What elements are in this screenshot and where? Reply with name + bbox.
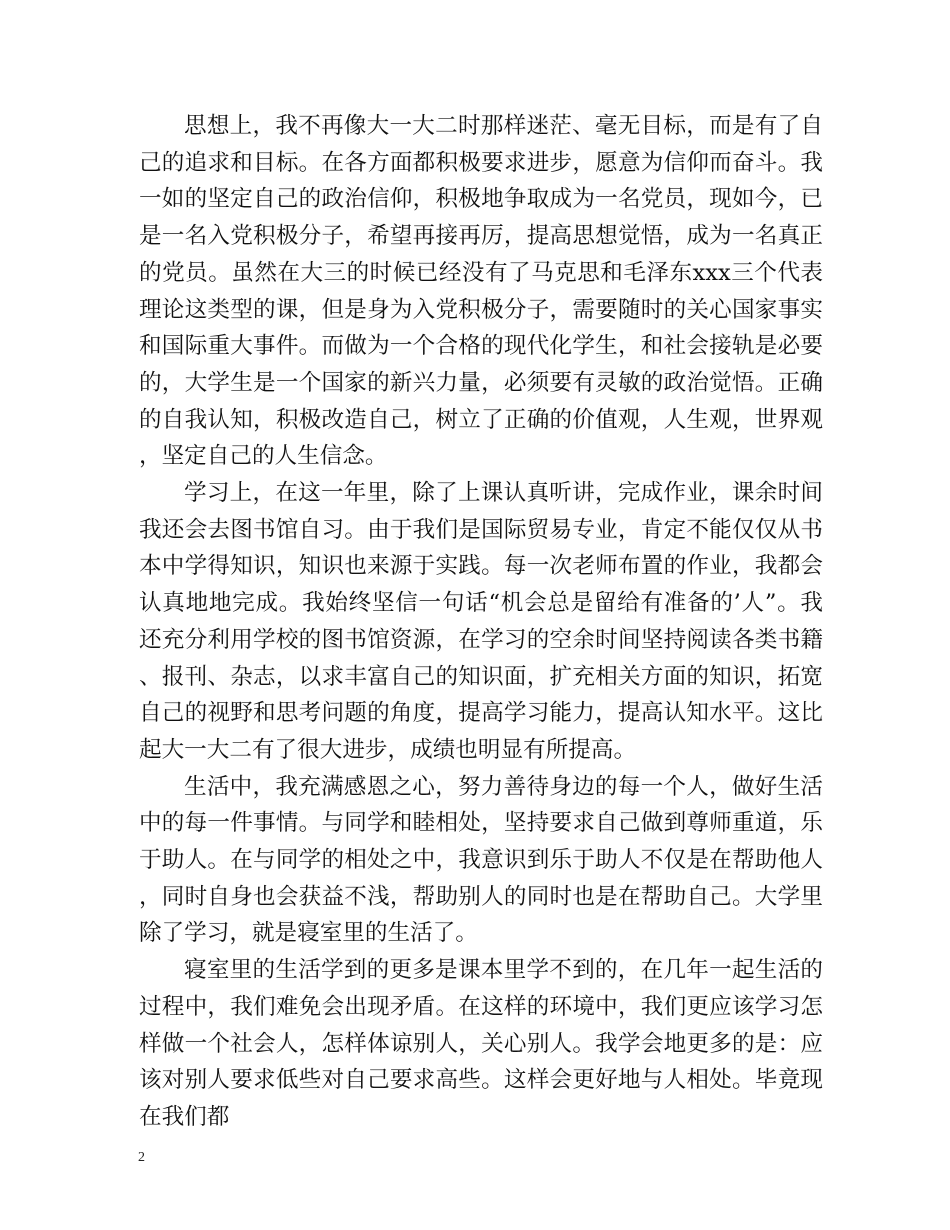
paragraph-dorm: 寝室里的生活学到的更多是课本里学不到的，在几年一起生活的过程中，我们难免会出现矛盾。在这样的环境中，我们更应该学习怎样做一个社会人，怎样体谅别人，关心别人。我学会地更多的是：应该对别人要求低些对自己要求高些。这样会更好地与人相处。毕竟现在我们都 bbox=[139, 957, 823, 1130]
page-number: 2 bbox=[138, 1150, 145, 1165]
paragraph-study: 学习上，在这一年里，除了上课认真听讲，完成作业，课余时间我还会去图书馆自习。由于我们是国际贸易专业，肯定不能仅仅从书本中学得知识，知识也来源于实践。每一次老师布置的作业，我都会认真地地完成。我始终坚信一句话“机会总是留给有准备的’人”。我还充分利用学校的图书馆资源，在学习的空余时间坚持阅读各类书籍、报刊、杂志，以求丰富自己的知识面，扩充相关方面的知识，拓宽自己的视野和思考问题的角度，提高学习能力，提高认知水平。这比起大一大二有了很大进步，成绩也明显有所提高。 bbox=[139, 480, 823, 763]
body-text bbox=[139, 108, 823, 1136]
paragraph-thought: 思想上，我不再像大一大二时那样迷茫、毫无目标，而是有了自己的追求和目标。在各方面都积极要求进步，愿意为信仰而奋斗。我一如的坚定自己的政治信仰，积极地争取成为一名党员，现如今，已是一名入党积极分子，希望再接再厉，提高思想觉悟，成为一名真正的党员。虽然在大三的时候已经没有了马克思和毛泽东xxx三个代表理论这类型的课，但是身为入党积极分子，需要随时的关心国家事实和国际重大事件。而做为一个合格的现代化学生，和社会接轨是必要的，大学生是一个国家的新兴力量，必须要有灵敏的政治觉悟。正确的自我认知，积极改造自己，树立了正确的价值观，人生观，世界观，坚定自己的人生信念。 bbox=[139, 113, 823, 470]
paragraph-life: 生活中，我充满感恩之心，努力善待身边的每一个人，做好生活中的每一件事情。与同学和睦相处，坚持要求自己做到尊师重道，乐于助人。在与同学的相处之中，我意识到乐于助人不仅是在帮助他人，同时自身也会获益不浅，帮助别人的同时也是在帮助自己。大学里除了学习，就是寝室里的生活了。 bbox=[139, 773, 823, 947]
